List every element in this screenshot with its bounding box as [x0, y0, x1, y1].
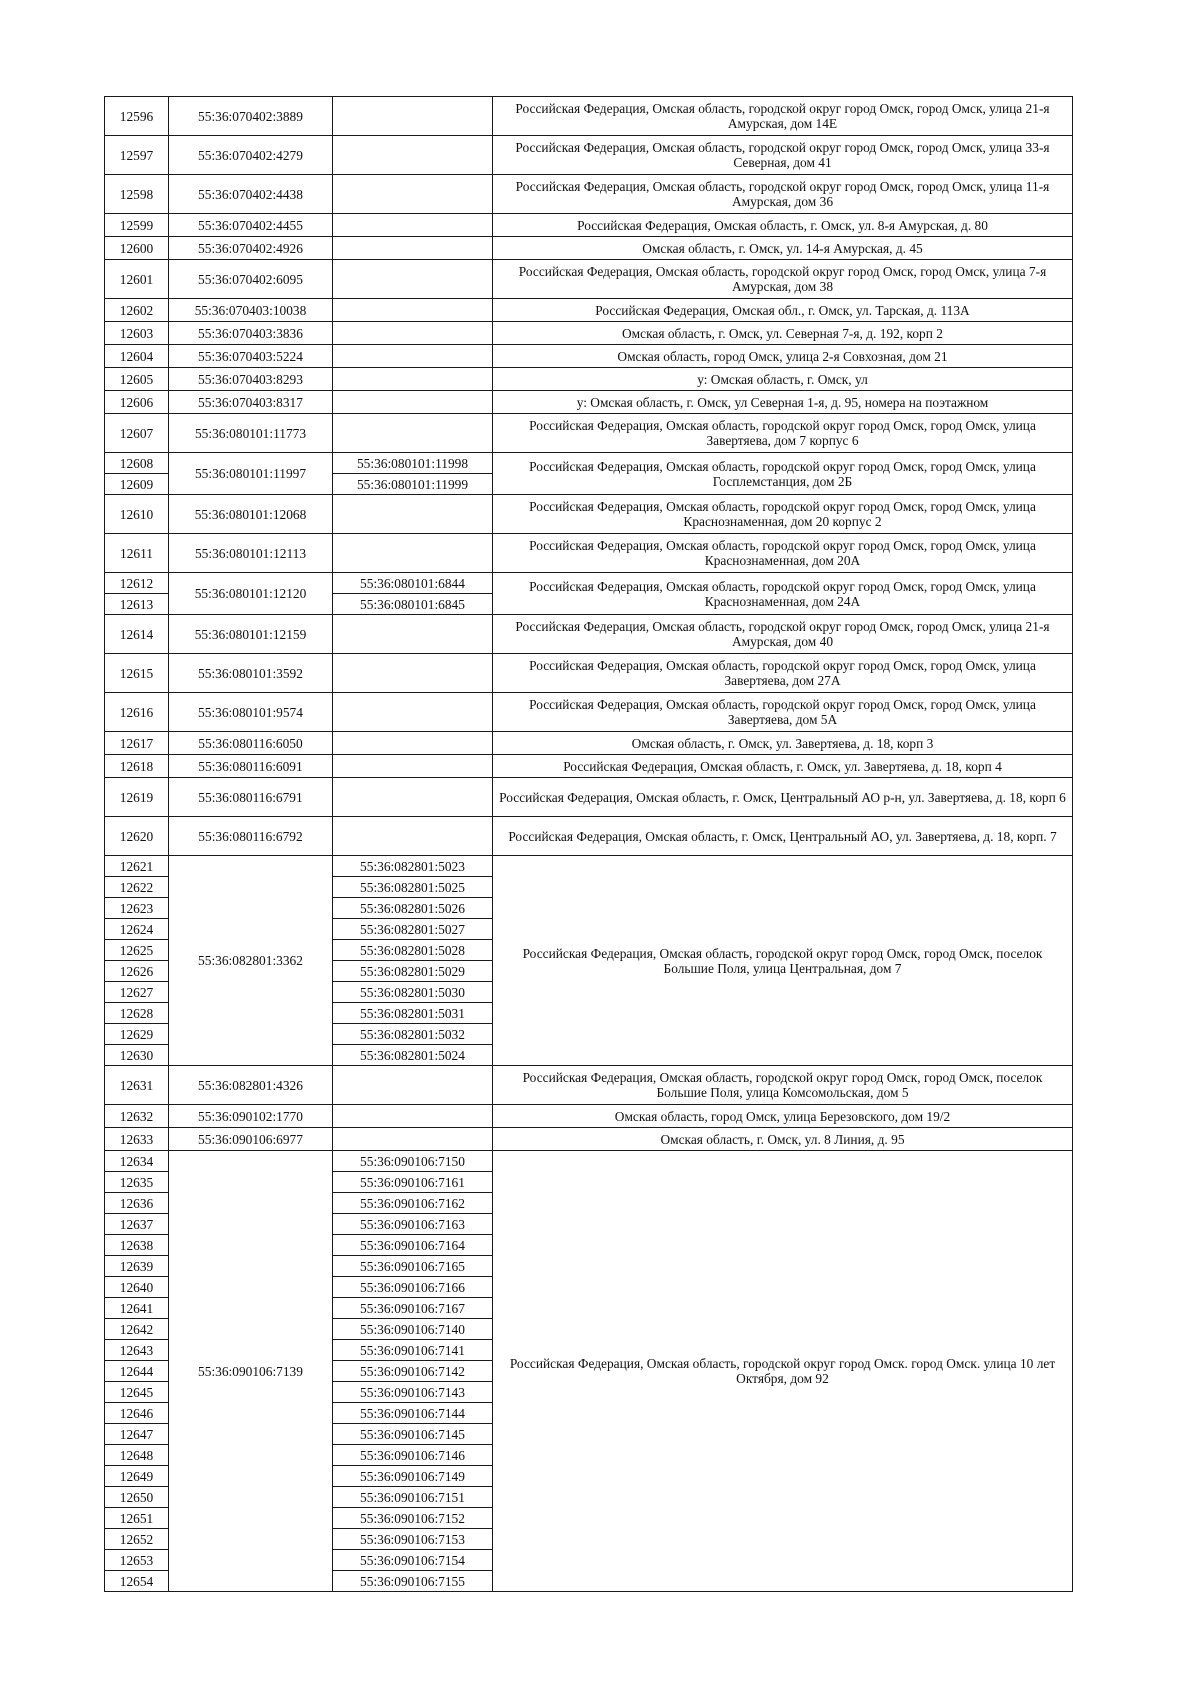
cadastral-number-cell: 55:36:080116:6050: [169, 732, 333, 755]
address-cell: Омская область, г. Омск, ул. Завертяева, д. 18, корп 3: [493, 732, 1073, 755]
sub-object-cell: 55:36:090106:7154: [333, 1550, 493, 1571]
sub-object-cell: [333, 495, 493, 534]
sub-object-cell: 55:36:090106:7165: [333, 1256, 493, 1277]
table-row: [105, 322, 1073, 345]
table-row: [105, 97, 1073, 136]
sub-object-cell: 55:36:090106:7161: [333, 1172, 493, 1193]
cadastral-number-cell: 55:36:070402:4279: [169, 136, 333, 175]
sub-object-cell: [333, 1105, 493, 1128]
sub-object-cell: 55:36:080101:6844: [333, 573, 493, 594]
address-cell: Омская область, город Омск, улица 2-я Совхозная, дом 21: [493, 345, 1073, 368]
sub-object-cell: [333, 260, 493, 299]
row-number-cell: 12599: [105, 214, 169, 237]
address-cell: у: Омская область, г. Омск, ул: [493, 368, 1073, 391]
sub-object-cell: [333, 693, 493, 732]
table-row: [105, 1066, 1073, 1105]
registry-table-body: [105, 97, 1073, 1592]
row-number-cell: 12629: [105, 1024, 169, 1045]
row-number-cell: 12606: [105, 391, 169, 414]
cadastral-number-cell: 55:36:070403:5224: [169, 345, 333, 368]
sub-object-cell: 55:36:080101:11999: [333, 474, 493, 495]
row-number-cell: 12648: [105, 1445, 169, 1466]
row-number-cell: 12628: [105, 1003, 169, 1024]
table-row: [105, 1151, 1073, 1172]
cadastral-number-cell: 55:36:082801:4326: [169, 1066, 333, 1105]
address-cell: Российская Федерация, Омская область, г. Омск, ул. 8-я Амурская, д. 80: [493, 214, 1073, 237]
cadastral-number-cell: 55:36:070403:8293: [169, 368, 333, 391]
cadastral-number-cell: 55:36:080101:3592: [169, 654, 333, 693]
row-number-cell: 12596: [105, 97, 169, 136]
address-cell: Российская Федерация, Омская область, городской округ город Омск, город Омск, улица 7-я Амурская, дом 38: [493, 260, 1073, 299]
cadastral-number-cell: 55:36:090106:7139: [169, 1151, 333, 1592]
row-number-cell: 12602: [105, 299, 169, 322]
sub-object-cell: 55:36:082801:5028: [333, 940, 493, 961]
table-row: [105, 453, 1073, 474]
address-cell: Российская Федерация, Омская область, городской округ город Омск, город Омск, улица 21-я Амурская, дом 40: [493, 615, 1073, 654]
row-number-cell: 12597: [105, 136, 169, 175]
cadastral-number-cell: 55:36:080116:6791: [169, 778, 333, 817]
sub-object-cell: 55:36:080101:6845: [333, 594, 493, 615]
address-cell: Омская область, г. Омск, ул. 14-я Амурская, д. 45: [493, 237, 1073, 260]
row-number-cell: 12650: [105, 1487, 169, 1508]
sub-object-cell: 55:36:090106:7153: [333, 1529, 493, 1550]
table-row: [105, 214, 1073, 237]
address-cell: Российская Федерация, Омская область, городской округ город Омск, город Омск, улица Краснознаменная, дом 24А: [493, 573, 1073, 615]
row-number-cell: 12613: [105, 594, 169, 615]
row-number-cell: 12636: [105, 1193, 169, 1214]
cadastral-number-cell: 55:36:080116:6792: [169, 817, 333, 856]
row-number-cell: 12626: [105, 961, 169, 982]
sub-object-cell: 55:36:080101:11998: [333, 453, 493, 474]
row-number-cell: 12603: [105, 322, 169, 345]
sub-object-cell: 55:36:090106:7142: [333, 1361, 493, 1382]
sub-object-cell: 55:36:082801:5026: [333, 898, 493, 919]
table-row: [105, 778, 1073, 817]
cadastral-number-cell: 55:36:070402:4438: [169, 175, 333, 214]
row-number-cell: 12642: [105, 1319, 169, 1340]
sub-object-cell: 55:36:090106:7155: [333, 1571, 493, 1592]
cadastral-number-cell: 55:36:070402:4926: [169, 237, 333, 260]
table-row: [105, 495, 1073, 534]
table-row: [105, 732, 1073, 755]
table-row: [105, 368, 1073, 391]
row-number-cell: 12630: [105, 1045, 169, 1066]
cadastral-number-cell: 55:36:082801:3362: [169, 856, 333, 1066]
sub-object-cell: 55:36:090106:7149: [333, 1466, 493, 1487]
sub-object-cell: 55:36:090106:7145: [333, 1424, 493, 1445]
sub-object-cell: 55:36:090106:7141: [333, 1340, 493, 1361]
sub-object-cell: [333, 175, 493, 214]
cadastral-number-cell: 55:36:070402:3889: [169, 97, 333, 136]
address-cell: Российская Федерация, Омская область, городской округ город Омск, город Омск, улица Краснознаменная, дом 20А: [493, 534, 1073, 573]
row-number-cell: 12615: [105, 654, 169, 693]
table-row: [105, 1105, 1073, 1128]
sub-object-cell: 55:36:082801:5029: [333, 961, 493, 982]
cadastral-number-cell: 55:36:080101:12120: [169, 573, 333, 615]
sub-object-cell: [333, 1128, 493, 1151]
table-row: [105, 856, 1073, 877]
sub-object-cell: 55:36:082801:5027: [333, 919, 493, 940]
sub-object-cell: 55:36:090106:7163: [333, 1214, 493, 1235]
cadastral-number-cell: 55:36:080116:6091: [169, 755, 333, 778]
sub-object-cell: 55:36:090106:7143: [333, 1382, 493, 1403]
sub-object-cell: [333, 654, 493, 693]
row-number-cell: 12637: [105, 1214, 169, 1235]
table-row: [105, 260, 1073, 299]
sub-object-cell: 55:36:082801:5025: [333, 877, 493, 898]
row-number-cell: 12631: [105, 1066, 169, 1105]
cadastral-number-cell: 55:36:080101:11997: [169, 453, 333, 495]
address-cell: Российская Федерация, Омская область, городской округ город Омск, город Омск, улица Завертяева, дом 5А: [493, 693, 1073, 732]
row-number-cell: 12604: [105, 345, 169, 368]
row-number-cell: 12605: [105, 368, 169, 391]
cadastral-number-cell: 55:36:080101:12159: [169, 615, 333, 654]
row-number-cell: 12627: [105, 982, 169, 1003]
row-number-cell: 12632: [105, 1105, 169, 1128]
cadastral-number-cell: 55:36:080101:9574: [169, 693, 333, 732]
row-number-cell: 12620: [105, 817, 169, 856]
row-number-cell: 12607: [105, 414, 169, 453]
row-number-cell: 12608: [105, 453, 169, 474]
sub-object-cell: 55:36:090106:7164: [333, 1235, 493, 1256]
address-cell: Омская область, город Омск, улица Березовского, дом 19/2: [493, 1105, 1073, 1128]
sub-object-cell: 55:36:082801:5024: [333, 1045, 493, 1066]
row-number-cell: 12649: [105, 1466, 169, 1487]
table-row: [105, 755, 1073, 778]
row-number-cell: 12612: [105, 573, 169, 594]
sub-object-cell: 55:36:090106:7152: [333, 1508, 493, 1529]
sub-object-cell: [333, 732, 493, 755]
address-cell: Российская Федерация, Омская область, городской округ город Омск. город Омск. улица 10 лет Октября, дом 92: [493, 1151, 1073, 1592]
table-row: [105, 237, 1073, 260]
row-number-cell: 12609: [105, 474, 169, 495]
sub-object-cell: 55:36:082801:5031: [333, 1003, 493, 1024]
row-number-cell: 12644: [105, 1361, 169, 1382]
row-number-cell: 12598: [105, 175, 169, 214]
sub-object-cell: [333, 1066, 493, 1105]
row-number-cell: 12610: [105, 495, 169, 534]
sub-object-cell: 55:36:082801:5032: [333, 1024, 493, 1045]
row-number-cell: 12623: [105, 898, 169, 919]
sub-object-cell: [333, 778, 493, 817]
cadastral-number-cell: 55:36:070402:6095: [169, 260, 333, 299]
sub-object-cell: [333, 414, 493, 453]
cadastral-number-cell: 55:36:090106:6977: [169, 1128, 333, 1151]
sub-object-cell: 55:36:082801:5023: [333, 856, 493, 877]
sub-object-cell: [333, 615, 493, 654]
address-cell: Российская Федерация, Омская область, г. Омск, Центральный АО р-н, ул. Завертяева, д. 18, корп 6: [493, 778, 1073, 817]
table-row: [105, 573, 1073, 594]
row-number-cell: 12641: [105, 1298, 169, 1319]
sub-object-cell: 55:36:082801:5030: [333, 982, 493, 1003]
row-number-cell: 12652: [105, 1529, 169, 1550]
address-cell: Российская Федерация, Омская область, г. Омск, Центральный АО, ул. Завертяева, д. 18, корп. 7: [493, 817, 1073, 856]
sub-object-cell: 55:36:090106:7167: [333, 1298, 493, 1319]
cadastral-number-cell: 55:36:080101:12113: [169, 534, 333, 573]
row-number-cell: 12633: [105, 1128, 169, 1151]
sub-object-cell: [333, 136, 493, 175]
cadastral-number-cell: 55:36:070402:4455: [169, 214, 333, 237]
address-cell: Российская Федерация, Омская область, городской округ город Омск, город Омск, улица 11-я Амурская, дом 36: [493, 175, 1073, 214]
cadastral-number-cell: 55:36:070403:3836: [169, 322, 333, 345]
row-number-cell: 12646: [105, 1403, 169, 1424]
document-page: [104, 96, 1072, 1592]
sub-object-cell: [333, 214, 493, 237]
address-cell: Российская Федерация, Омская область, городской округ город Омск, город Омск, поселок Большие Поля, улица Комсомольская, дом 5: [493, 1066, 1073, 1105]
row-number-cell: 12622: [105, 877, 169, 898]
sub-object-cell: [333, 97, 493, 136]
sub-object-cell: [333, 322, 493, 345]
row-number-cell: 12654: [105, 1571, 169, 1592]
row-number-cell: 12639: [105, 1256, 169, 1277]
table-row: [105, 534, 1073, 573]
cadastral-number-cell: 55:36:070403:10038: [169, 299, 333, 322]
cadastral-number-cell: 55:36:070403:8317: [169, 391, 333, 414]
sub-object-cell: 55:36:090106:7144: [333, 1403, 493, 1424]
row-number-cell: 12645: [105, 1382, 169, 1403]
sub-object-cell: 55:36:090106:7162: [333, 1193, 493, 1214]
row-number-cell: 12617: [105, 732, 169, 755]
sub-object-cell: [333, 755, 493, 778]
sub-object-cell: 55:36:090106:7140: [333, 1319, 493, 1340]
address-cell: Российская Федерация, Омская область, городской округ город Омск, город Омск, улица Госплемстанция, дом 2Б: [493, 453, 1073, 495]
table-row: [105, 345, 1073, 368]
row-number-cell: 12624: [105, 919, 169, 940]
row-number-cell: 12618: [105, 755, 169, 778]
address-cell: Омская область, г. Омск, ул. 8 Линия, д. 95: [493, 1128, 1073, 1151]
row-number-cell: 12634: [105, 1151, 169, 1172]
row-number-cell: 12611: [105, 534, 169, 573]
address-cell: Российская Федерация, Омская область, городской округ город Омск, город Омск, поселок Большие Поля, улица Центральная, дом 7: [493, 856, 1073, 1066]
table-row: [105, 414, 1073, 453]
table-row: [105, 654, 1073, 693]
row-number-cell: 12640: [105, 1277, 169, 1298]
sub-object-cell: 55:36:090106:7146: [333, 1445, 493, 1466]
row-number-cell: 12625: [105, 940, 169, 961]
sub-object-cell: 55:36:090106:7151: [333, 1487, 493, 1508]
row-number-cell: 12616: [105, 693, 169, 732]
address-cell: Российская Федерация, Омская область, городской округ город Омск, город Омск, улица Завертяева, дом 27А: [493, 654, 1073, 693]
row-number-cell: 12647: [105, 1424, 169, 1445]
sub-object-cell: [333, 391, 493, 414]
address-cell: Российская Федерация, Омская область, городской округ город Омск, город Омск, улица Завертяева, дом 7 корпус 6: [493, 414, 1073, 453]
table-row: [105, 391, 1073, 414]
address-cell: Омская область, г. Омск, ул. Северная 7-я, д. 192, корп 2: [493, 322, 1073, 345]
row-number-cell: 12619: [105, 778, 169, 817]
address-cell: Российская Федерация, Омская область, г. Омск, ул. Завертяева, д. 18, корп 4: [493, 755, 1073, 778]
cadastral-number-cell: 55:36:080101:11773: [169, 414, 333, 453]
sub-object-cell: [333, 368, 493, 391]
address-cell: Российская Федерация, Омская обл., г. Омск, ул. Тарская, д. 113А: [493, 299, 1073, 322]
table-row: [105, 817, 1073, 856]
address-cell: Российская Федерация, Омская область, городской округ город Омск, город Омск, улица Краснознаменная, дом 20 корпус 2: [493, 495, 1073, 534]
cadastral-number-cell: 55:36:090102:1770: [169, 1105, 333, 1128]
address-cell: у: Омская область, г. Омск, ул Северная 1-я, д. 95, номера на поэтажном: [493, 391, 1073, 414]
cadastral-number-cell: 55:36:080101:12068: [169, 495, 333, 534]
table-row: [105, 1128, 1073, 1151]
sub-object-cell: [333, 817, 493, 856]
sub-object-cell: 55:36:090106:7166: [333, 1277, 493, 1298]
sub-object-cell: [333, 299, 493, 322]
sub-object-cell: [333, 237, 493, 260]
row-number-cell: 12635: [105, 1172, 169, 1193]
table-row: [105, 615, 1073, 654]
row-number-cell: 12638: [105, 1235, 169, 1256]
sub-object-cell: 55:36:090106:7150: [333, 1151, 493, 1172]
table-row: [105, 299, 1073, 322]
registry-table: [104, 96, 1073, 1592]
row-number-cell: 12621: [105, 856, 169, 877]
row-number-cell: 12651: [105, 1508, 169, 1529]
row-number-cell: 12643: [105, 1340, 169, 1361]
sub-object-cell: [333, 534, 493, 573]
row-number-cell: 12601: [105, 260, 169, 299]
sub-object-cell: [333, 345, 493, 368]
table-row: [105, 136, 1073, 175]
row-number-cell: 12614: [105, 615, 169, 654]
table-row: [105, 693, 1073, 732]
row-number-cell: 12600: [105, 237, 169, 260]
address-cell: Российская Федерация, Омская область, городской округ город Омск, город Омск, улица 33-я Северная, дом 41: [493, 136, 1073, 175]
table-row: [105, 175, 1073, 214]
row-number-cell: 12653: [105, 1550, 169, 1571]
address-cell: Российская Федерация, Омская область, городской округ город Омск, город Омск, улица 21-я Амурская, дом 14Е: [493, 97, 1073, 136]
